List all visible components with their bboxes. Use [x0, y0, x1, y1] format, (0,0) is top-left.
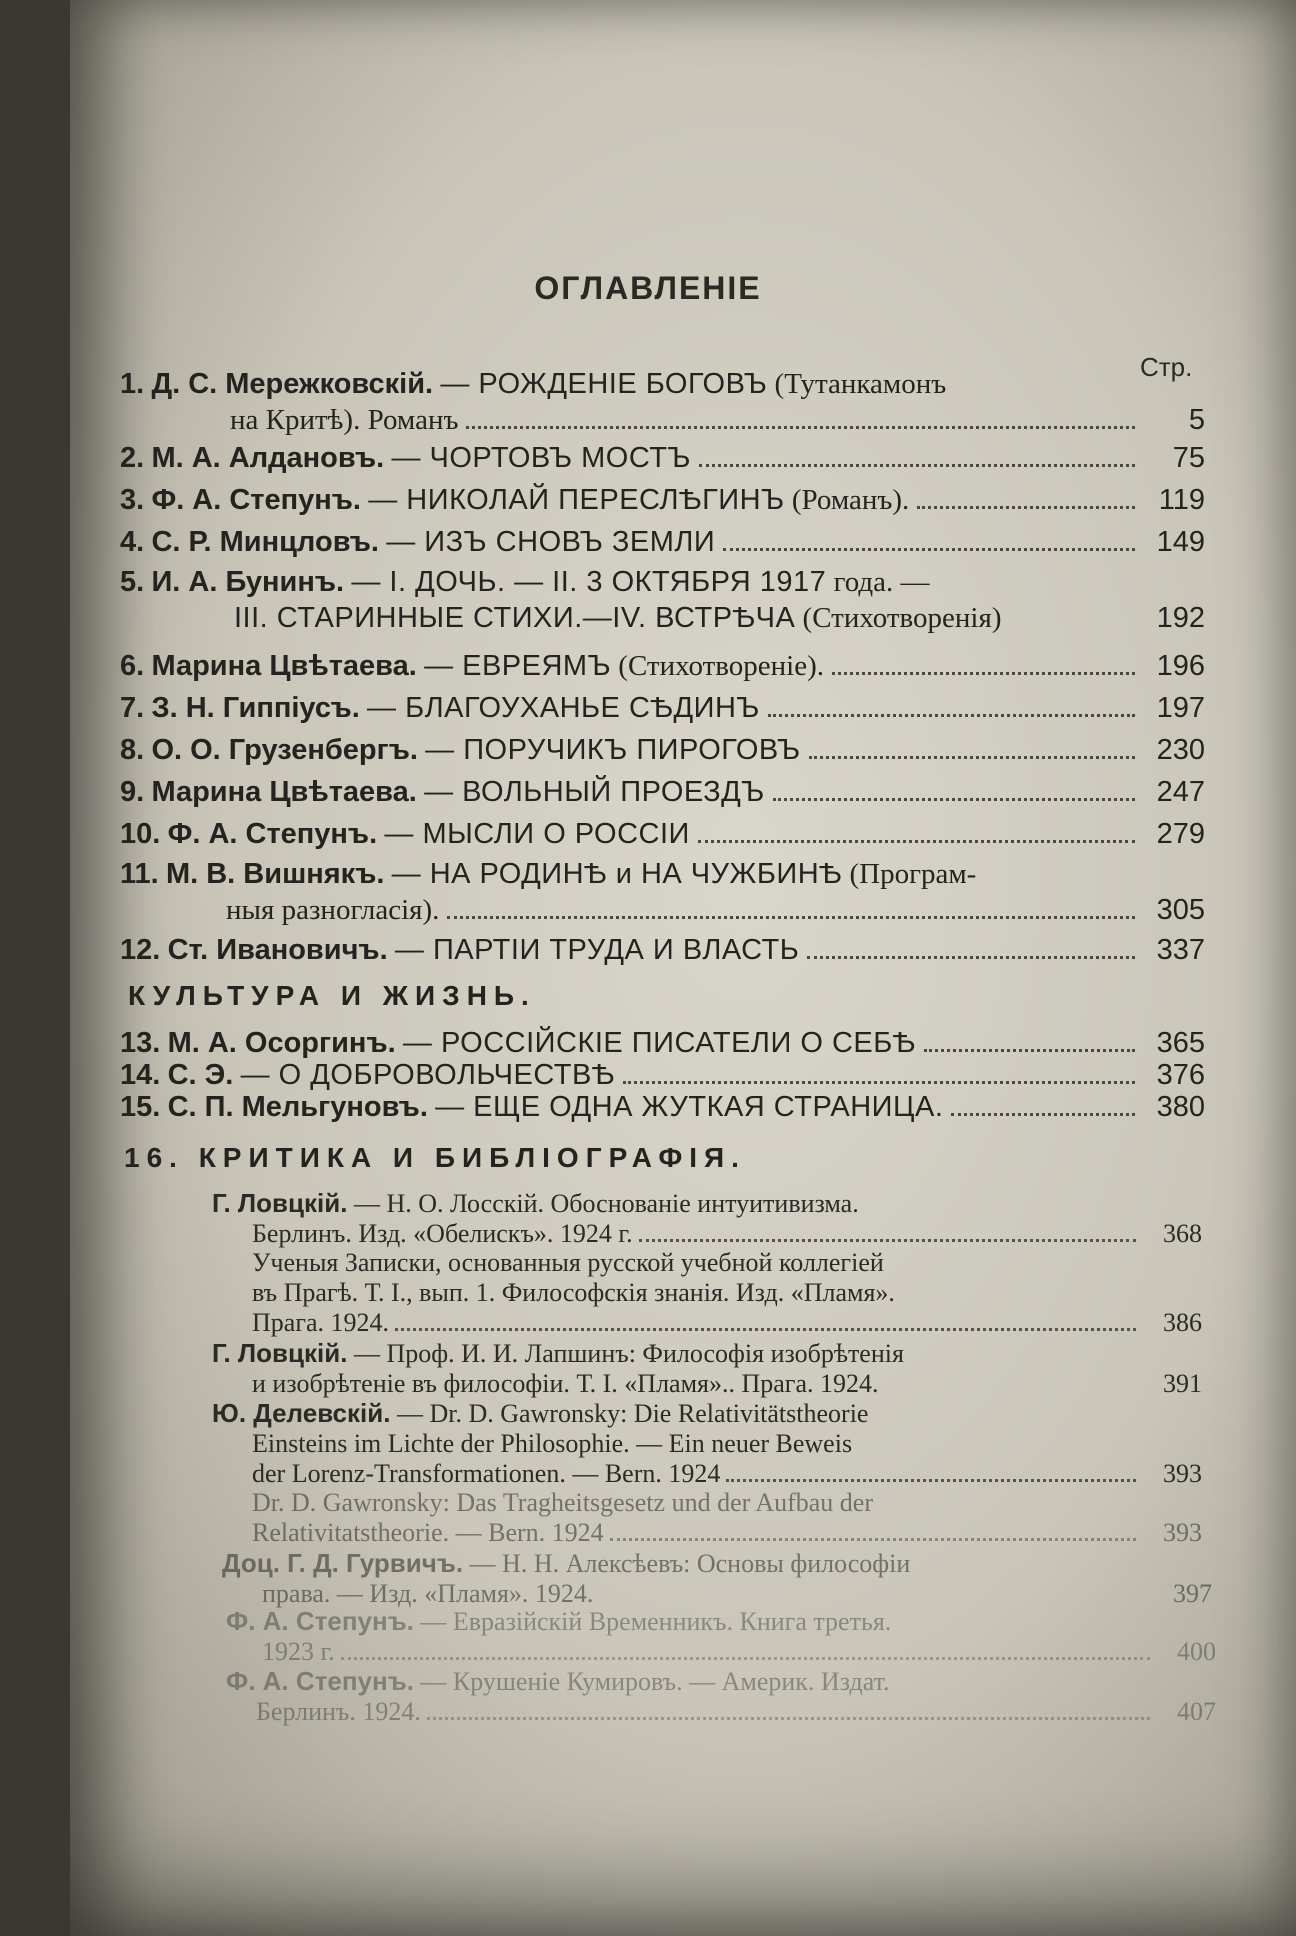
page-number: 197	[1156, 692, 1205, 724]
dot-leader	[723, 548, 1135, 551]
toc-entry-10: 10. Ф. А. Степунъ. — МЫСЛИ О РОССІИ 279	[120, 818, 1205, 850]
dot-leader	[951, 1113, 1135, 1116]
toc-entry-5: 5. И. А. Бунинъ. — I. ДОЧЬ. — II. 3 ОКТЯБРЯ 1917 года. — III. СТАРИННЫЕ СТИХИ.—IV. ВСТРѢЧА (Стихотворенія) 192	[120, 566, 1205, 634]
dot-leader	[395, 1328, 1136, 1331]
section-heading-culture: КУЛЬТУРА И ЖИЗНЬ.	[128, 980, 536, 1011]
page-number: 305	[1156, 894, 1205, 926]
page-number: 75	[1172, 442, 1205, 474]
page-number: 279	[1156, 818, 1205, 850]
dot-leader	[768, 714, 1135, 717]
page-number: 368	[1163, 1219, 1202, 1248]
dot-leader	[698, 840, 1135, 843]
toc-entry-14: 14. С. Э. — О ДОБРОВОЛЬЧЕСТВѢ 376	[120, 1059, 1205, 1091]
dot-leader	[807, 956, 1135, 959]
critique-entry-7: Ф. А. Степунъ. — Евразійскій Временникъ. Книга третья. 1923 г. 400	[226, 1606, 1216, 1666]
toc-entry-9: 9. Марина Цвѣтаева. — ВОЛЬНЫЙ ПРОЕЗДЪ 247	[120, 776, 1205, 808]
dot-leader	[639, 1239, 1136, 1242]
page-number: 247	[1156, 776, 1205, 808]
toc-entry-8: 8. О. О. Грузенбергъ. — ПОРУЧИКЪ ПИРОГОВЪ 230	[120, 734, 1205, 766]
toc-entry-2: 2. М. А. Алдановъ. — ЧОРТОВЪ МОСТЪ 75	[120, 442, 1205, 474]
critique-entry-5: Dr. D. Gawronsky: Das Tragheitsgesetz und der Aufbau der Relativitatstheorie. — Bern. 1924 393	[252, 1488, 1202, 1547]
toc-entry-7: 7. З. Н. Гиппіусъ. — БЛАГОУХАНЬЕ СѢДИНЪ 197	[120, 692, 1205, 724]
critique-entry-4: Ю. Делевскій. — Dr. D. Gawronsky: Die Relativitätstheorie Einsteins im Lichte der Philosophie. — Ein neuer Beweis der Lorenz-Transformationen. — Bern. 1924 393	[212, 1398, 1202, 1488]
toc-entry-4: 4. С. Р. Минцловъ. — ИЗЪ СНОВЪ ЗЕМЛИ 149	[120, 526, 1205, 558]
dot-leader	[924, 1049, 1135, 1052]
toc-entry-1: 1. Д. С. Мережковскій. — РОЖДЕНІЕ БОГОВЪ (Тутанкамонъ на Критѣ). Романъ 5	[120, 368, 1205, 436]
page-number: 397	[1173, 1579, 1212, 1608]
page-number: 407	[1177, 1697, 1216, 1726]
page-number: 119	[1158, 484, 1205, 516]
toc-entry-3: 3. Ф. А. Степунъ. — НИКОЛАЙ ПЕРЕСЛѢГИНЪ (Романъ). 119	[120, 484, 1205, 516]
critique-entry-2: Ученыя Записки, основанныя русской учебной коллегіей въ Прагѣ. Т. I., вып. 1. Философскія знанія. Изд. «Пламя». Прага. 1924. 386	[252, 1248, 1202, 1337]
page-number: 400	[1177, 1637, 1216, 1666]
page-number: 386	[1163, 1308, 1202, 1337]
page-number: 337	[1156, 934, 1205, 966]
dot-leader	[427, 1717, 1150, 1720]
dot-leader	[726, 1479, 1136, 1482]
section-heading-critique: 16. КРИТИКА И БИБЛІОГРАФІЯ.	[124, 1142, 746, 1173]
page-column-label: Стр.	[1140, 352, 1193, 382]
dot-leader	[832, 672, 1135, 675]
critique-entry-8: Ф. А. Степунъ. — Крушеніе Кумировъ. — Америк. Издат. Берлинъ. 1924. 407	[226, 1666, 1216, 1726]
page-number: 230	[1156, 734, 1205, 766]
page-number: 393	[1163, 1459, 1202, 1488]
toc-entry-12: 12. Ст. Ивановичъ. — ПАРТІИ ТРУДА И ВЛАСТЬ 337	[120, 934, 1205, 966]
page-title: ОГЛАВЛЕНІЕ	[534, 270, 762, 306]
dot-leader	[610, 1538, 1136, 1541]
dot-leader	[809, 756, 1135, 759]
dot-leader	[466, 426, 1135, 429]
dot-leader	[699, 464, 1135, 467]
critique-entry-1: Г. Ловцкій. — Н. О. Лосскій. Обоснованіе интуитивизма. Берлинъ. Изд. «Обелискъ». 1924 г. 368	[212, 1188, 1202, 1248]
page-number: 365	[1156, 1027, 1205, 1059]
toc-entry-13: 13. М. А. Осоргинъ. — РОССІЙСКІЕ ПИСАТЕЛИ О СЕБѢ 365	[120, 1027, 1205, 1059]
page-number: 5	[1188, 404, 1205, 436]
page-number: 196	[1156, 650, 1205, 682]
toc-entry-6: 6. Марина Цвѣтаева. — ЕВРЕЯМЪ (Стихотвореніе). 196	[120, 650, 1205, 682]
dot-leader	[773, 798, 1135, 801]
page-number: 393	[1163, 1518, 1202, 1547]
toc-entry-15: 15. С. П. Мельгуновъ. — ЕЩЕ ОДНА ЖУТКАЯ СТРАНИЦА. 380	[120, 1091, 1205, 1123]
page-number: 192	[1156, 602, 1205, 634]
dot-leader	[447, 916, 1135, 919]
page-number: 380	[1156, 1091, 1205, 1123]
page-number: 391	[1163, 1369, 1202, 1398]
critique-entry-6: Доц. Г. Д. Гурвичъ. — Н. Н. Алексѣевъ: Основы философіи права. — Изд. «Пламя». 1924. 397	[222, 1548, 1212, 1608]
dot-leader	[341, 1657, 1150, 1660]
page-number: 376	[1156, 1059, 1205, 1091]
toc-entry-11: 11. М. В. Вишнякъ. — НА РОДИНѢ и НА ЧУЖБИНѢ (Програм- ныя разногласія). 305	[120, 858, 1205, 926]
critique-entry-3: Г. Ловцкій. — Проф. И. И. Лапшинъ: Философія изобрѣтенія и изобрѣтеніе въ философіи. Т. I. «Пламя».. Прага. 1924. 391	[212, 1338, 1202, 1398]
dot-leader	[917, 506, 1135, 509]
dot-leader	[623, 1081, 1135, 1084]
page-number: 149	[1156, 526, 1205, 558]
